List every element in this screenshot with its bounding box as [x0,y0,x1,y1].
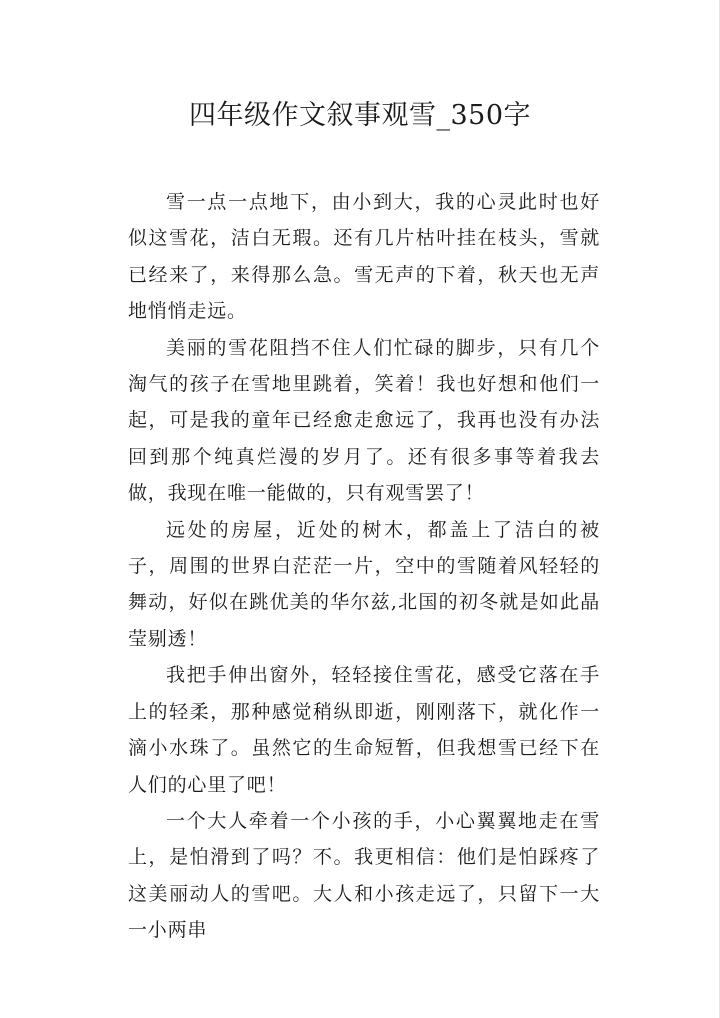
document-body [128,184,600,949]
paragraph-3: 远处的房屋，近处的树木，都盖上了洁白的被子，周围的世界白茫茫一片，空中的雪随着风轻轻的舞动，好似在跳优美的华尔兹,北国的初冬就是如此晶莹剔透！ [128,518,600,650]
paragraph-1: 雪一点一点地下，由小到大，我的心灵此时也好似这雪花，洁白无瑕。还有几片枯叶挂在枝头，雪就已经来了，来得那么急。雪无声的下着，秋天也无声地悄悄走远。 [128,191,600,323]
paragraph-5: 一个大人牵着一个小孩的手，小心翼翼地走在雪上，是怕滑到了吗？不。我更相信：他们是怕踩疼了这美丽动人的雪吧。大人和小孩走远了，只留下一大一小两串 [128,809,600,942]
paragraph-2: 美丽的雪花阻挡不住人们忙碌的脚步，只有几个淘气的孩子在雪地里跳着，笑着！我也好想和他们一起，可是我的童年已经愈走愈远了，我再也没有办法回到那个纯真烂漫的岁月了。还有很多事等着我去做，我现在唯一能做的，只有观雪罢了！ [128,336,600,505]
paragraph-4: 我把手伸出窗外，轻轻接住雪花，感受它落在手上的轻柔，那种感觉稍纵即逝，刚刚落下，就化作一滴小水珠了。虽然它的生命短暂，但我想雪已经下在人们的心里了吧！ [128,664,600,796]
document-title: 四年级作文叙事观雪_350字 [188,100,532,131]
